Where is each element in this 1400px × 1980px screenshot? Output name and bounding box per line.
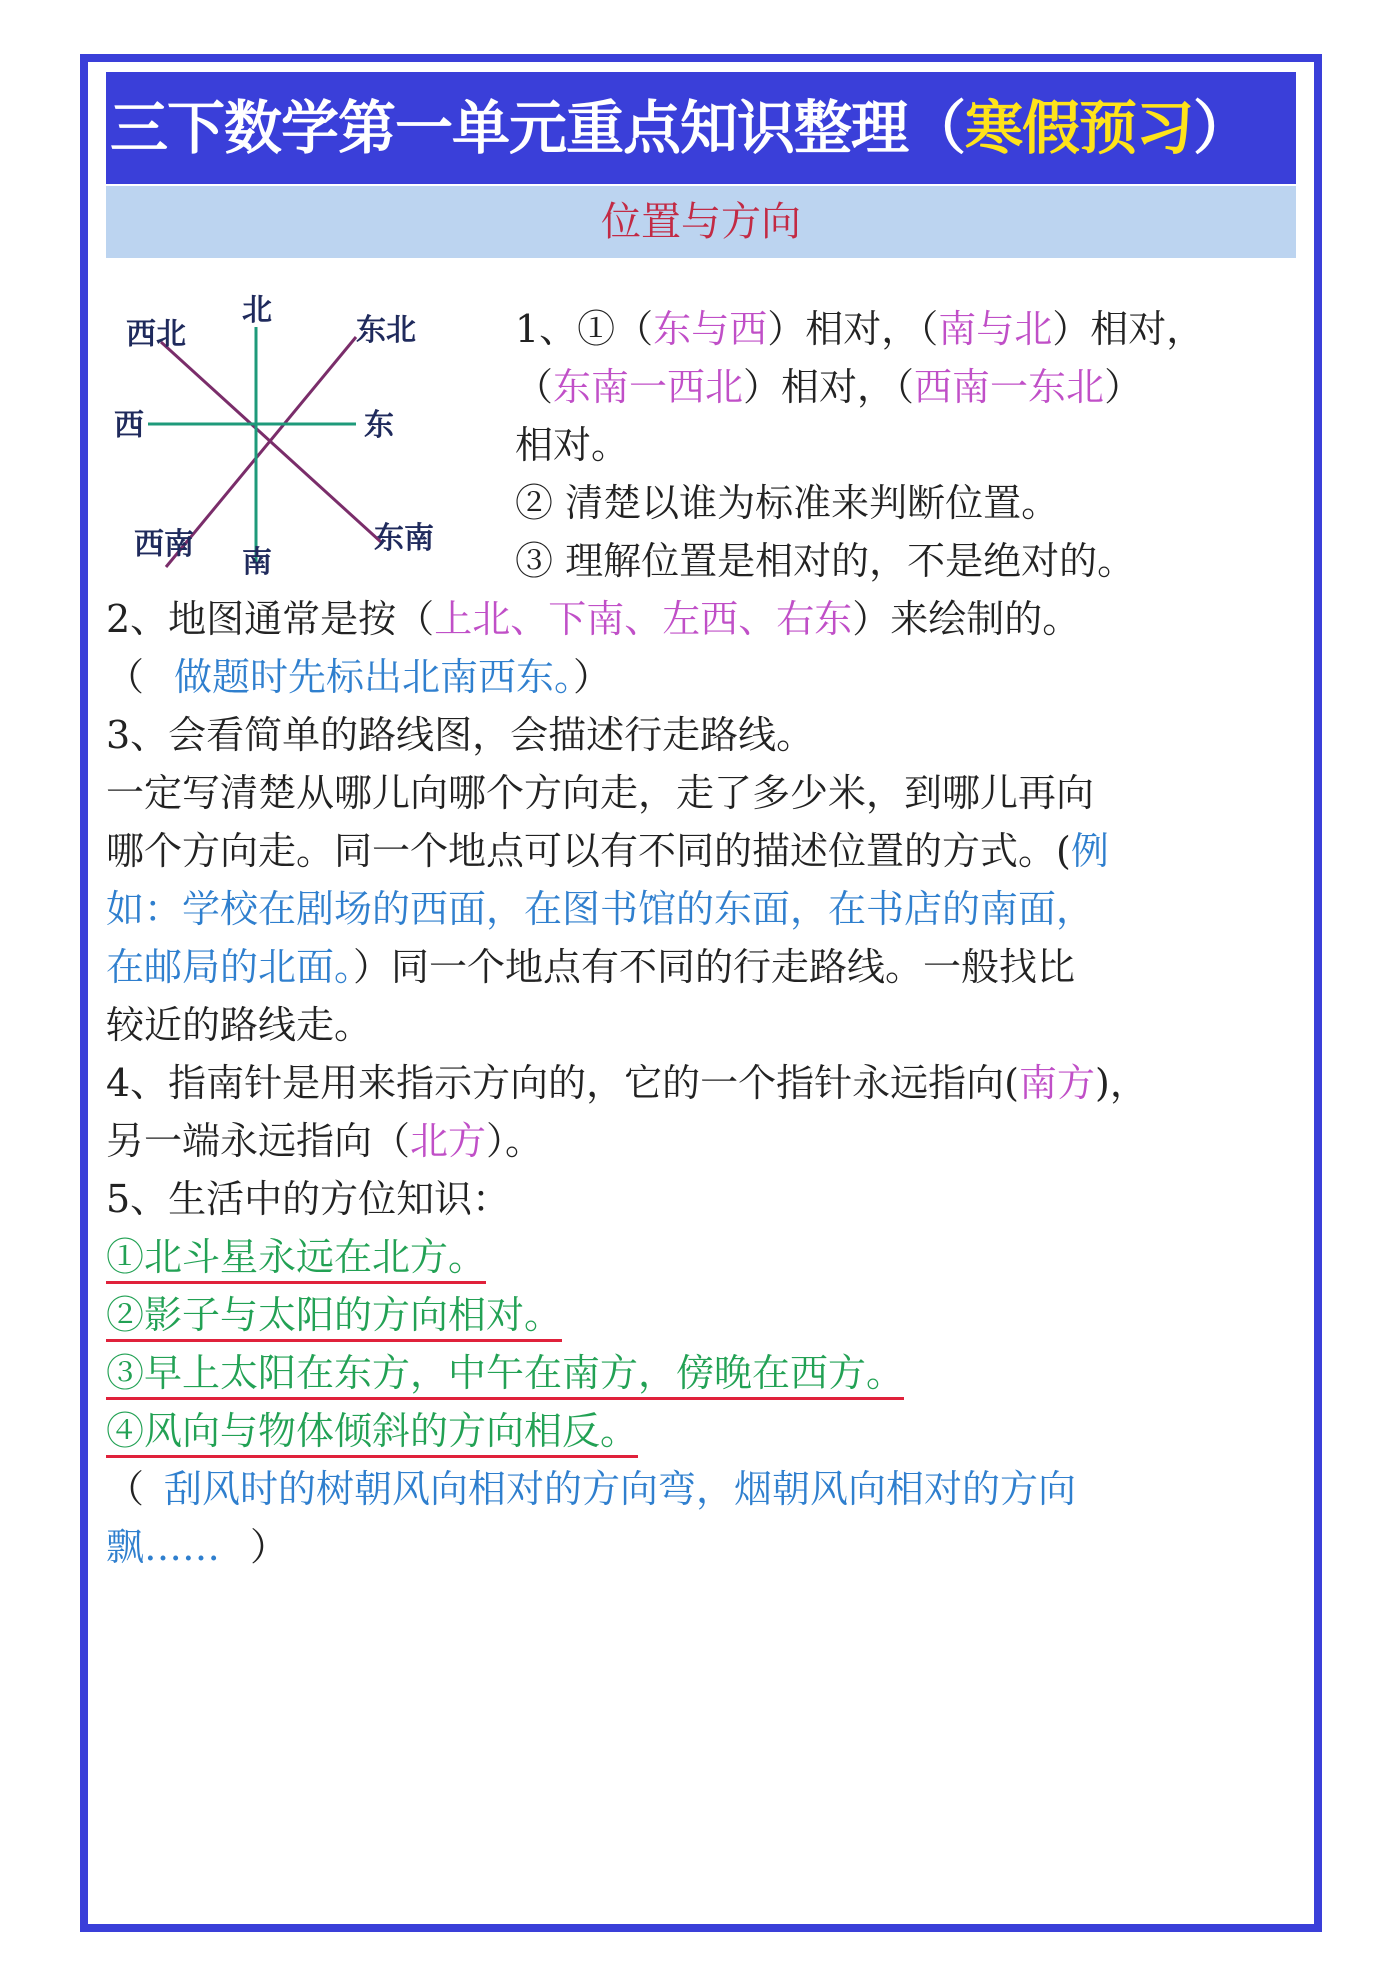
section-subtitle: 位置与方向	[106, 186, 1296, 258]
compass-diagonal-nw-se	[161, 342, 381, 542]
compass-label-northwest: 西北	[126, 317, 186, 352]
item3-line1: 一定写清楚从哪儿向哪个方向走，走了多少米，到哪儿再向	[106, 771, 1095, 815]
compass-label-southwest: 西南	[134, 527, 194, 562]
title-end: ）	[1193, 94, 1251, 162]
item2-note: （ 做题时先标出北南西东。）	[106, 655, 612, 699]
item5-fact-1: ①北斗星永远在北方。	[106, 1232, 486, 1282]
item5-fact-4: ④风向与物体倾斜的方向相反。	[106, 1406, 638, 1456]
title-highlight: 寒假预习	[965, 94, 1194, 162]
item3-line2: 哪个方向走。同一个地点可以有不同的描述位置的方式。(例	[106, 829, 1109, 873]
item5-title: 5、生活中的方位知识：	[106, 1177, 511, 1221]
item5-fact-3: ③早上太阳在东方，中午在南方，傍晚在西方。	[106, 1348, 904, 1398]
item1-line1: 1、①（东与西）相对，（南与北）相对，	[515, 307, 1205, 351]
item2-line1: 2、地图通常是按（上北、下南、左西、右东）来绘制的。	[106, 597, 1081, 641]
compass-label-northeast: 东北	[356, 313, 416, 348]
item5-note-line2: 飘…… ）	[106, 1525, 289, 1569]
item5-fact-2: ②影子与太阳的方向相对。	[106, 1290, 562, 1340]
item5-note-line1: （ 刮风时的树朝风向相对的方向弯，烟朝风向相对的方向	[106, 1467, 1077, 1511]
item1-point3: ③ 理解位置是相对的，不是绝对的。	[515, 539, 1136, 583]
compass-label-south: 南	[242, 545, 272, 580]
item1-line3: 相对。	[515, 423, 630, 467]
item3-line4: 在邮局的北面。）同一个地点有不同的行走路线。一般找比	[106, 945, 1076, 989]
page-frame	[80, 54, 1322, 1932]
title-main: 三下数学第一单元重点知识整理（	[110, 94, 966, 162]
item4-line2: 另一端永远指向（北方）。	[106, 1119, 544, 1163]
compass-label-north: 北	[242, 293, 272, 328]
item3-line5: 较近的路线走。	[106, 1003, 373, 1047]
item1-point2: ② 清楚以谁为标准来判断位置。	[515, 481, 1060, 525]
item3-line3: 如：学校在剧场的西面，在图书馆的东面，在书店的南面，	[106, 887, 1095, 931]
compass-label-west: 西	[114, 408, 144, 443]
compass-label-east: 东	[364, 408, 394, 443]
compass-label-southeast: 东南	[374, 521, 434, 556]
item1-line2: （东南一西北）相对，（西南一东北）	[515, 365, 1143, 409]
page-title	[106, 72, 1296, 184]
item3-title: 3、会看简单的路线图，会描述行走路线。	[106, 713, 815, 757]
item4-line1: 4、指南针是用来指示方向的，它的一个指针永远指向(南方)，	[106, 1061, 1148, 1105]
